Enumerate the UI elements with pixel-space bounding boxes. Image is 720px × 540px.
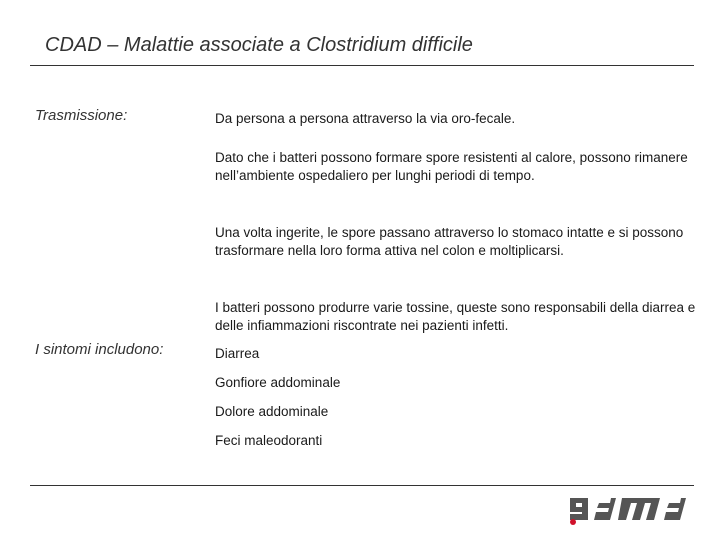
symptom-item: Gonfiore addominale [215, 375, 341, 390]
symptom-item: Feci maleodoranti [215, 433, 323, 448]
symptom-item: Diarrea [215, 346, 260, 361]
symptom-item: Dolore addominale [215, 404, 329, 419]
footer-divider [30, 485, 694, 486]
trasmissione-paragraph: Da persona a persona attraverso la via oro-fecale. [215, 111, 516, 126]
trasmissione-paragraph: Una volta ingerite, le spore passano attraverso lo stomaco intatte e si possono trasformare nella loro forma attiva nel colon e moltiplicarsi. [215, 225, 684, 258]
gama-logo [566, 494, 690, 526]
trasmissione-label: Trasmissione: [35, 107, 128, 124]
title-divider [30, 65, 694, 66]
trasmissione-paragraph: I batteri possono produrre varie tossine, queste sono responsabili della diarrea e delle infiammazioni riscontrate nei pazienti infetti. [215, 300, 696, 333]
slide-title: CDAD – Malattie associate a Clostridium difficile [45, 34, 473, 56]
sintomi-label: I sintomi includono: [35, 341, 164, 358]
trasmissione-paragraph: Dato che i batteri possono formare spore resistenti al calore, possono rimanere nell’ambiente ospedaliero per lunghi periodi di tempo. [215, 150, 688, 183]
